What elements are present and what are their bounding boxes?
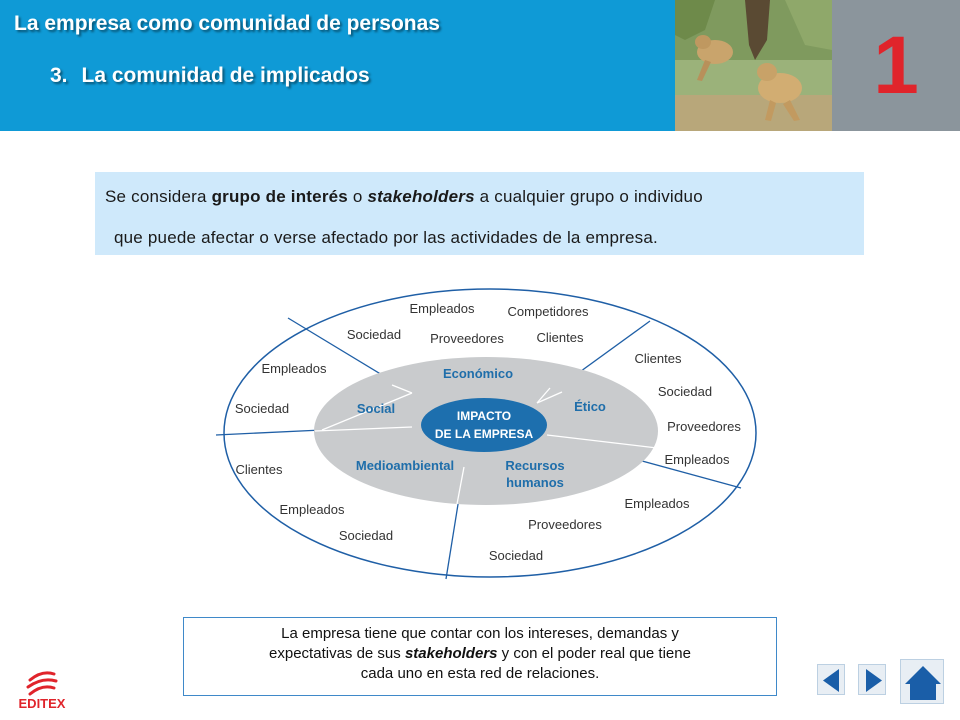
category-recursos-1: Recursos [505, 458, 565, 473]
impact-center [421, 398, 547, 452]
definition-line-1 [105, 187, 703, 207]
definition-term-stakeholders: stakeholders [367, 187, 475, 206]
note-term-stakeholders: stakeholders [404, 645, 498, 662]
stakeholder-label: Empleados [624, 496, 690, 511]
definition-line-2: que puede afectar o verse afectado por las actividades de la empresa. [114, 228, 658, 247]
stakeholder-label: Clientes [235, 462, 283, 477]
header-banner [0, 0, 675, 131]
category-medioambiental: Medioambiental [355, 458, 455, 473]
stakeholder-label: Empleados [664, 452, 730, 467]
triangle-left-icon [818, 665, 846, 696]
section-number: 3. [50, 64, 68, 87]
chapter-number: 1 [873, 20, 919, 111]
note-line-2 [184, 644, 776, 664]
editex-logo [8, 666, 76, 712]
stakeholder-label: Empleados [279, 502, 345, 517]
section-subtitle [50, 64, 370, 88]
category-recursos-2: humanos [506, 475, 564, 490]
definition-text: o [347, 187, 368, 206]
center-label-1: IMPACTO [456, 409, 512, 423]
note-text: expectativas de sus [269, 645, 405, 662]
definition-term: grupo de interés [211, 187, 348, 206]
section-title: La comunidad de implicados [81, 64, 370, 87]
stakeholder-label: Empleados [409, 301, 475, 316]
prev-button[interactable] [817, 664, 845, 695]
stakeholder-label: Proveedores [528, 517, 602, 532]
logo-text: EDITEX [18, 696, 66, 711]
page-title: La empresa como comunidad de personas [14, 12, 440, 35]
note-line-3: cada uno en esta red de relaciones. [360, 665, 600, 682]
stakeholder-label: Clientes [634, 351, 682, 366]
stakeholder-label: Proveedores [430, 331, 504, 346]
note-box [183, 617, 777, 696]
home-button[interactable] [900, 659, 944, 704]
note-text: y con el poder real que tiene [497, 645, 691, 662]
category-economico: Económico [442, 366, 514, 381]
category-social: Social [356, 401, 396, 416]
stakeholder-label: Sociedad [234, 401, 290, 416]
definition-box [95, 172, 864, 255]
stakeholder-label: Sociedad [488, 548, 544, 563]
triangle-right-icon [859, 665, 887, 696]
house-icon [901, 660, 945, 705]
note-line-1: La empresa tiene que contar con los intereses, demandas y [281, 625, 679, 642]
definition-text: Se considera [105, 187, 212, 206]
stakeholder-label: Sociedad [657, 384, 713, 399]
chapter-badge [832, 0, 960, 131]
stakeholder-label: Competidores [507, 304, 589, 319]
stakeholder-label: Sociedad [346, 327, 402, 342]
stakeholder-label: Proveedores [667, 419, 741, 434]
stakeholder-label: Sociedad [338, 528, 394, 543]
stakeholder-diagram [212, 285, 768, 590]
category-etico: Ético [574, 399, 606, 414]
next-button[interactable] [858, 664, 886, 695]
stakeholder-label: Clientes [536, 330, 584, 345]
center-label-2: DE LA EMPRESA [434, 427, 534, 441]
stakeholder-label: Empleados [261, 361, 327, 376]
definition-text: a cualquier grupo o individuo [474, 187, 703, 206]
header-photo [675, 0, 832, 131]
